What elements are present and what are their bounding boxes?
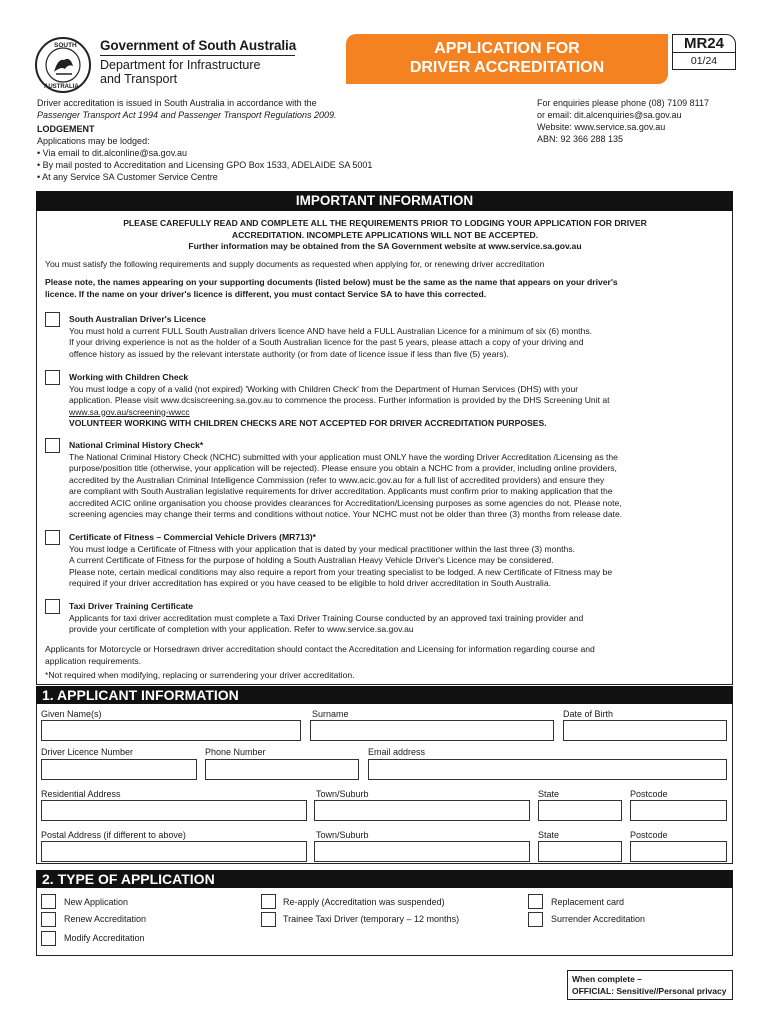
enquiries-email: or email: dit.alcenquiries@sa.gov.au <box>537 110 682 120</box>
residential-address-field[interactable] <box>41 800 307 821</box>
given-names-field[interactable] <box>41 720 301 741</box>
names-note-line-2: licence. If the name on your driver's licence is different, you must contact Service SA to have this corrected. <box>45 288 487 299</box>
requirement-line: provide your certificate of completion with your application. Refer to www.service.sa.gov.au <box>69 624 414 634</box>
warning-line-3: Further information may be obtained from the SA Government website at www.service.sa.gov.au <box>188 241 582 251</box>
reapply-label: Re-apply (Accreditation was suspended) <box>283 897 445 907</box>
enquiries-phone: For enquiries please phone (08) 7109 8117 <box>537 98 709 108</box>
working-with-children-checkbox[interactable] <box>45 370 60 385</box>
not-required-note: *Not required when modifying, replacing or surrendering your driver accreditation. <box>45 670 355 680</box>
form-code: MR24 <box>673 35 735 53</box>
sa-government-logo <box>34 36 92 94</box>
residential-state-label: State <box>538 789 560 799</box>
requirement-line: offence history as issued by the relevant interstate authority (or from date of licence issue if less than five (5) years). <box>69 348 509 359</box>
warning-line-2: ACCREDITATION. INCOMPLETE APPLICATIONS WILL NOT BE ACCEPTED. <box>231 229 539 240</box>
postal-state-field[interactable] <box>538 841 622 862</box>
requirement-title: National Criminal History Check* <box>69 440 204 450</box>
residential-postcode-label: Postcode <box>630 789 668 799</box>
form-title-line-1: APPLICATION FOR <box>434 40 580 57</box>
modify-accreditation-checkbox[interactable] <box>41 931 56 946</box>
requirement-line: accredited ACIC online organisation you choose provides clearances for Accreditation/Licensing purposes as some agencies do not. Please note, <box>69 497 622 508</box>
requirement-item-taxi <box>69 601 729 636</box>
email-label: Email address <box>368 747 426 757</box>
dob-field[interactable] <box>563 720 727 741</box>
drivers-licence-checkbox[interactable] <box>45 312 60 327</box>
department-name <box>100 58 260 86</box>
names-note <box>45 277 730 300</box>
new-application-label: New Application <box>64 897 129 907</box>
requirement-line: You must lodge a copy of a valid (not expired) 'Working with Children Check' from the Department of Human Services (DHS) with your <box>69 383 579 394</box>
requirement-line: are compliant with South Australian legislative requirements for driver accreditation. Applicants must confirm prior to making application that the <box>69 486 613 496</box>
motorcycle-note <box>45 644 730 667</box>
motorcycle-note-line-2: application requirements. <box>45 655 142 666</box>
surname-field[interactable] <box>310 720 554 741</box>
trainee-taxi-checkbox[interactable] <box>261 912 276 927</box>
postal-address-label: Postal Address (if different to above) <box>41 830 186 840</box>
intro-line-1: Driver accreditation is issued in South Australia in accordance with the <box>37 98 317 108</box>
reapply-checkbox[interactable] <box>261 894 276 909</box>
enquiries-website: Website: www.service.sa.gov.au <box>537 122 666 132</box>
residential-postcode-field[interactable] <box>630 800 727 821</box>
intro-line-2: Passenger Transport Act 1994 and Passenger Transport Regulations 2009. <box>37 110 337 120</box>
licence-number-field[interactable] <box>41 759 197 780</box>
criminal-history-checkbox[interactable] <box>45 438 60 453</box>
new-application-checkbox[interactable] <box>41 894 56 909</box>
postal-town-field[interactable] <box>314 841 530 862</box>
classification-line-1: When complete – <box>572 974 642 984</box>
form-date: 01/24 <box>690 55 718 67</box>
form-title-banner <box>346 34 668 84</box>
requirement-title: Certificate of Fitness – Commercial Vehicle Drivers (MR713)* <box>69 532 316 542</box>
surrender-checkbox[interactable] <box>528 912 543 927</box>
important-info-title: IMPORTANT INFORMATION <box>36 191 733 211</box>
requirement-title: Working with Children Check <box>69 372 189 382</box>
given-names-label: Given Name(s) <box>41 709 102 719</box>
requirement-item-wwcc <box>69 372 729 430</box>
requirement-line: A current Certificate of Fitness for the purpose of holding a South Australian Heavy Vehicle Driver's Licence may be considered. <box>69 555 554 565</box>
certificate-of-fitness-checkbox[interactable] <box>45 530 60 545</box>
requirement-line: If your driving experience is not as the holder of a South Australian licence for the past 5 years, please attach a copy of your driving and <box>69 337 584 347</box>
replacement-card-checkbox[interactable] <box>528 894 543 909</box>
applicant-info-title: 1. APPLICANT INFORMATION <box>36 686 733 704</box>
requirement-line: purpose/position title (otherwise, your application will be rejected). Please ensure you obtain a NCHC from a provider, including online providers, <box>69 463 617 473</box>
application-type-title: 2. TYPE OF APPLICATION <box>36 870 733 888</box>
requirement-line: The National Criminal History Check (NCHC) submitted with your application must ONLY have the wording Driver Accreditation /Licensing as the <box>69 451 618 462</box>
names-note-line-1: Please note, the names appearing on your supporting documents (listed below) must be the same as the name that appears on your driver's <box>45 277 618 287</box>
surrender-label: Surrender Accreditation <box>551 914 646 924</box>
requirement-line: required if your driver accreditation has expired or you have ceased to be eligible to hold driver accreditation in South Australia. <box>69 578 552 588</box>
licence-number-label: Driver Licence Number <box>41 747 134 757</box>
residential-town-field[interactable] <box>314 800 530 821</box>
postal-postcode-field[interactable] <box>630 841 727 862</box>
lodgement-title: LODGEMENT <box>37 124 95 134</box>
government-title: Government of South Australia <box>100 38 297 53</box>
department-line-1: Department for Infrastructure <box>100 58 261 72</box>
department-line-2: and Transport <box>100 72 178 86</box>
satisfy-text: You must satisfy the following requirements and supply documents as requested when applying for, or renewing driver accreditation <box>45 259 545 269</box>
requirement-line: Applicants for taxi driver accreditation must complete a Taxi Driver Training Course conducted by an approved taxi training provider and <box>69 612 584 623</box>
volunteer-warning: VOLUNTEER WORKING WITH CHILDREN CHECKS ARE NOT ACCEPTED FOR DRIVER ACCREDITATION PURPOSES. <box>69 418 547 428</box>
postal-town-label: Town/Suburb <box>316 830 369 840</box>
requirement-line: You must lodge a Certificate of Fitness with your application that is dated by your medical practitioner within the last three (3) months. <box>69 543 576 554</box>
classification-line-2: OFFICIAL: Sensitive//Personal privacy <box>572 986 727 996</box>
header-divider <box>100 55 295 56</box>
postal-address-field[interactable] <box>41 841 307 862</box>
trainee-taxi-label: Trainee Taxi Driver (temporary – 12 months) <box>283 914 460 924</box>
taxi-training-checkbox[interactable] <box>45 599 60 614</box>
form-title-line-2: DRIVER ACCREDITATION <box>409 59 605 76</box>
requirement-item-fitness <box>69 532 729 590</box>
postal-postcode-label: Postcode <box>630 830 668 840</box>
requirement-line: screening agencies may change their terms and conditions without notice. Your NCHC must not be older than three (3) months from release date. <box>69 509 623 519</box>
requirement-line: You must hold a current FULL South Australian drivers licence AND have held a FULL Australian Licence for a minimum of six (6) months. <box>69 325 593 336</box>
warning-line-1: PLEASE CAREFULLY READ AND COMPLETE ALL THE REQUIREMENTS PRIOR TO LODGING YOUR APPLICATION FOR DRIVER <box>123 218 647 228</box>
residential-state-field[interactable] <box>538 800 622 821</box>
postal-state-label: State <box>538 830 560 840</box>
requirement-line: accredited by the Australian Criminal Intelligence Commission (refer to www.acic.gov.au for a full list of accredited providers) and ensure they <box>69 474 605 485</box>
lodged-label: Applications may be lodged: <box>37 136 150 146</box>
phone-number-field[interactable] <box>205 759 359 780</box>
classification-box <box>567 970 733 1000</box>
lodge-method: • At any Service SA Customer Service Centre <box>37 172 218 182</box>
phone-number-label: Phone Number <box>205 747 266 757</box>
email-field[interactable] <box>368 759 727 780</box>
logo-bottom-text: AUSTRALIA <box>44 84 79 90</box>
modify-accreditation-label: Modify Accreditation <box>64 933 145 943</box>
renew-accreditation-label: Renew Accreditation <box>64 914 147 924</box>
residential-town-label: Town/Suburb <box>316 789 369 799</box>
wwcc-link[interactable]: www.sa.gov.au/screening-wwcc <box>69 406 190 417</box>
requirement-line: Please note, certain medical conditions may also require a report from your treating specialist to be lodged. A new Certificate of Fitness may be <box>69 566 613 577</box>
requirement-item-nchc <box>69 440 729 521</box>
dob-label: Date of Birth <box>563 709 614 719</box>
lodge-method: • Via email to dit.alconline@sa.gov.au <box>37 148 188 158</box>
form-code-box <box>672 34 736 70</box>
residential-address-label: Residential Address <box>41 789 121 799</box>
requirement-item-licence <box>69 314 729 360</box>
enquiries-abn: ABN: 92 366 288 135 <box>537 134 624 144</box>
replacement-card-label: Replacement card <box>551 897 625 907</box>
requirement-title: Taxi Driver Training Certificate <box>69 601 194 611</box>
motorcycle-note-line-1: Applicants for Motorcycle or Horsedrawn driver accreditation should contact the Accreditation and Licensing for information regarding course and <box>45 644 595 654</box>
renew-accreditation-checkbox[interactable] <box>41 912 56 927</box>
lodge-method: • By mail posted to Accreditation and Licensing GPO Box 1533, ADELAIDE SA 5001 <box>37 160 373 170</box>
surname-label: Surname <box>312 709 349 719</box>
requirement-title: South Australian Driver's Licence <box>69 314 206 324</box>
intro-block <box>37 97 507 183</box>
logo-top-text: SOUTH <box>54 42 77 49</box>
warning-block <box>40 218 730 253</box>
enquiries-block <box>537 97 747 145</box>
requirement-line: application. Please visit www.dcsiscreening.sa.gov.au to commence the process. Further information is provided by the DHS Screening Unit at <box>69 395 610 405</box>
